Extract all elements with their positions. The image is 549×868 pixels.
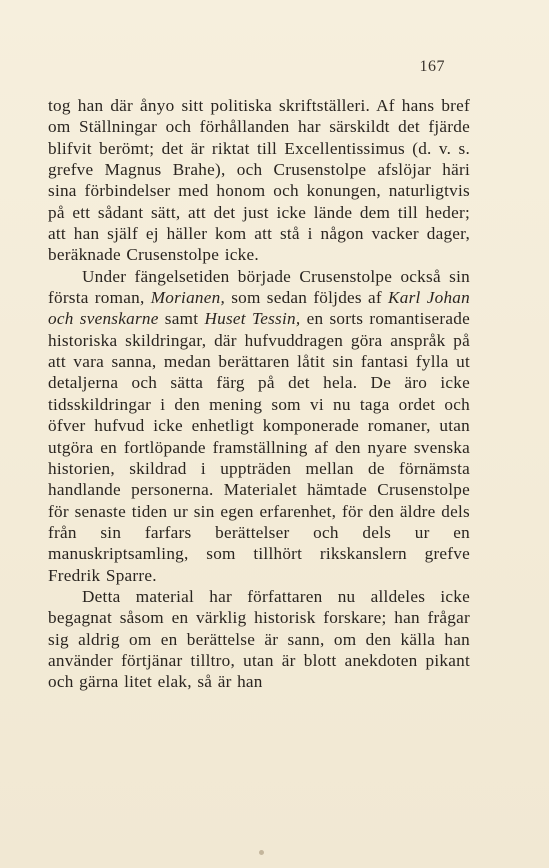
paragraph-2-text-c: samt — [158, 309, 205, 329]
paragraph-1 — [48, 95, 470, 266]
paragraph-2-text-d: en sorts romantiserade historiska skildringar, där hufvuddragen göra anspråk på att vara sanna, medan berättaren låtit sin fantasi fylla ut detaljerna och sätta färg på det hela. De äro icke tidsskildringar i den mening som vi nu taga ordet och öfver hufvud icke enhetligt komponerade romaner, utan utgöra en fortlöpande framställning af den nyare svenska historien, skildrad i uppträden mellan de förnämsta handlande personerna. Materialet hämtade Crusenstolpe för senaste tiden ur sin egen erfarenhet, för den äldre dels från sin farfars berättelser och dels ur en manuskriptsamling, som tillhört rikskanslern grefve Fredrik Sparre. — [48, 309, 470, 585]
paragraph-2 — [48, 266, 470, 586]
page-number: 167 — [419, 58, 445, 75]
book-title-huset-tessin: Huset Tessin, — [204, 309, 301, 329]
paragraph-2-text-b: som sedan följdes af — [225, 288, 389, 308]
paragraph-2-text-a: Under fängelsetiden började Crusenstolpe också sin första roman, — [48, 266, 470, 308]
paper-speck — [259, 850, 264, 855]
paragraph-3 — [48, 586, 470, 693]
book-title-morianen: Morianen, — [150, 288, 226, 308]
paragraph-3-text: Detta material har författaren nu alldeles icke begagnat såsom en värklig historisk forskare; han frågar sig aldrig om en berättelse är sann, om den källa han använder förtjänar tilltro, utan är blott anekdoten pikant och gärna litet elak, så är han — [48, 586, 470, 692]
book-title-karl-johan: Karl Johan och svenskarne — [48, 288, 470, 329]
paragraph-1-text: tog han där ånyo sitt politiska skriftställeri. Af hans bref om Ställningar och förhållanden har särskildt det fjärde blifvit berömt; det är riktat till Excellentissimus (d. v. s. grefve Magnus Brahe), och Crusenstolpe afslöjar häri sina förbindelser med honom och konungen, naturligtvis på ett sådant sätt, att det just icke lände dem till heder; att han själf ej häller kom att stå i någon vacker dager, beräknade Crusenstolpe icke. — [48, 96, 470, 265]
body-text — [48, 95, 470, 693]
